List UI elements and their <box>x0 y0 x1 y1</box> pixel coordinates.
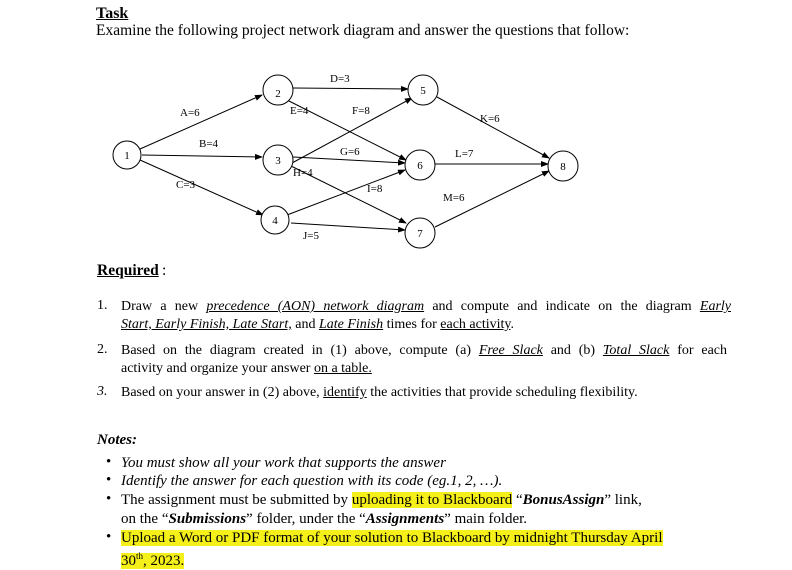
required-colon: : <box>162 262 167 279</box>
activity-labels <box>176 73 500 242</box>
activity-label-B: B=4 <box>199 138 219 150</box>
arrow-C <box>140 160 263 215</box>
highlight: 30th, 2023. <box>121 551 185 569</box>
q2-text: Based on the diagram created in (1) above, compute (a) Free Slack and (b) Total Slack for each activity and organize your answer on a table. <box>121 343 727 376</box>
project-network-diagram <box>0 0 792 260</box>
arrow-D <box>293 88 408 89</box>
activity-label-J: J=5 <box>303 230 319 242</box>
q1-number: 1. <box>97 298 108 313</box>
activity-label-A: A=6 <box>180 107 200 119</box>
activity-label-I: I=8 <box>367 183 383 195</box>
node-label: 4 <box>272 215 278 227</box>
bullet-icon: • <box>106 491 112 507</box>
bullet-icon: • <box>106 529 112 545</box>
activity-label-K: K=6 <box>480 113 500 125</box>
node-label: 8 <box>560 161 566 173</box>
note-2: Identify the answer for each question with its code (eg.1, 2, …). <box>121 473 503 489</box>
q3-number: 3. <box>97 384 108 399</box>
arrow-J <box>291 223 405 230</box>
activity-label-L: L=7 <box>455 148 474 160</box>
note-3: The assignment must be submitted by uploading it to Blackboard “BonusAssign” link, on the “Submissions” folder, under the “Assignments” main folder. <box>121 492 642 527</box>
activity-label-C: C=3 <box>176 179 196 191</box>
activity-arrows <box>140 88 549 230</box>
highlight: Upload a Word or PDF format of your solution to Blackboard by midnight Thursday April <box>121 530 663 546</box>
q1-text: Draw a new precedence (AON) network diagram and compute and indicate on the diagram Early Start, Early Finish, Late Start, and Late Finish times for each activity. <box>121 299 731 332</box>
node-label: 6 <box>417 160 423 172</box>
bullet-icon: • <box>106 454 112 470</box>
task-title: Task <box>96 5 129 22</box>
arrow-K <box>437 97 549 158</box>
event-nodes <box>113 75 578 248</box>
note-4 <box>121 530 663 570</box>
node-label: 2 <box>275 88 281 100</box>
node-label: 7 <box>417 228 423 240</box>
q3-text: Based on your answer in (2) above, identify the activities that provide scheduling flexibility. <box>121 385 638 400</box>
notes-heading: Notes: <box>97 432 137 448</box>
activity-label-D: D=3 <box>330 73 350 85</box>
bullet-icon: • <box>106 472 112 488</box>
note-1: You must show all your work that supports the answer <box>121 455 446 471</box>
task-instruction: Examine the following project network diagram and answer the questions that follow: <box>96 22 630 39</box>
node-label: 1 <box>124 150 130 162</box>
activity-label-M: M=6 <box>443 192 465 204</box>
activity-label-H: H=4 <box>293 167 313 179</box>
activity-label-E: E=4 <box>290 105 309 117</box>
required-heading: Required <box>97 262 159 279</box>
highlight: uploading it to Blackboard <box>351 492 513 508</box>
q2-number: 2. <box>97 342 108 357</box>
activity-label-F: F=8 <box>352 105 370 117</box>
node-label: 3 <box>275 155 281 167</box>
activity-label-G: G=6 <box>340 146 360 158</box>
arrow-B <box>142 155 262 157</box>
node-label: 5 <box>420 85 426 97</box>
